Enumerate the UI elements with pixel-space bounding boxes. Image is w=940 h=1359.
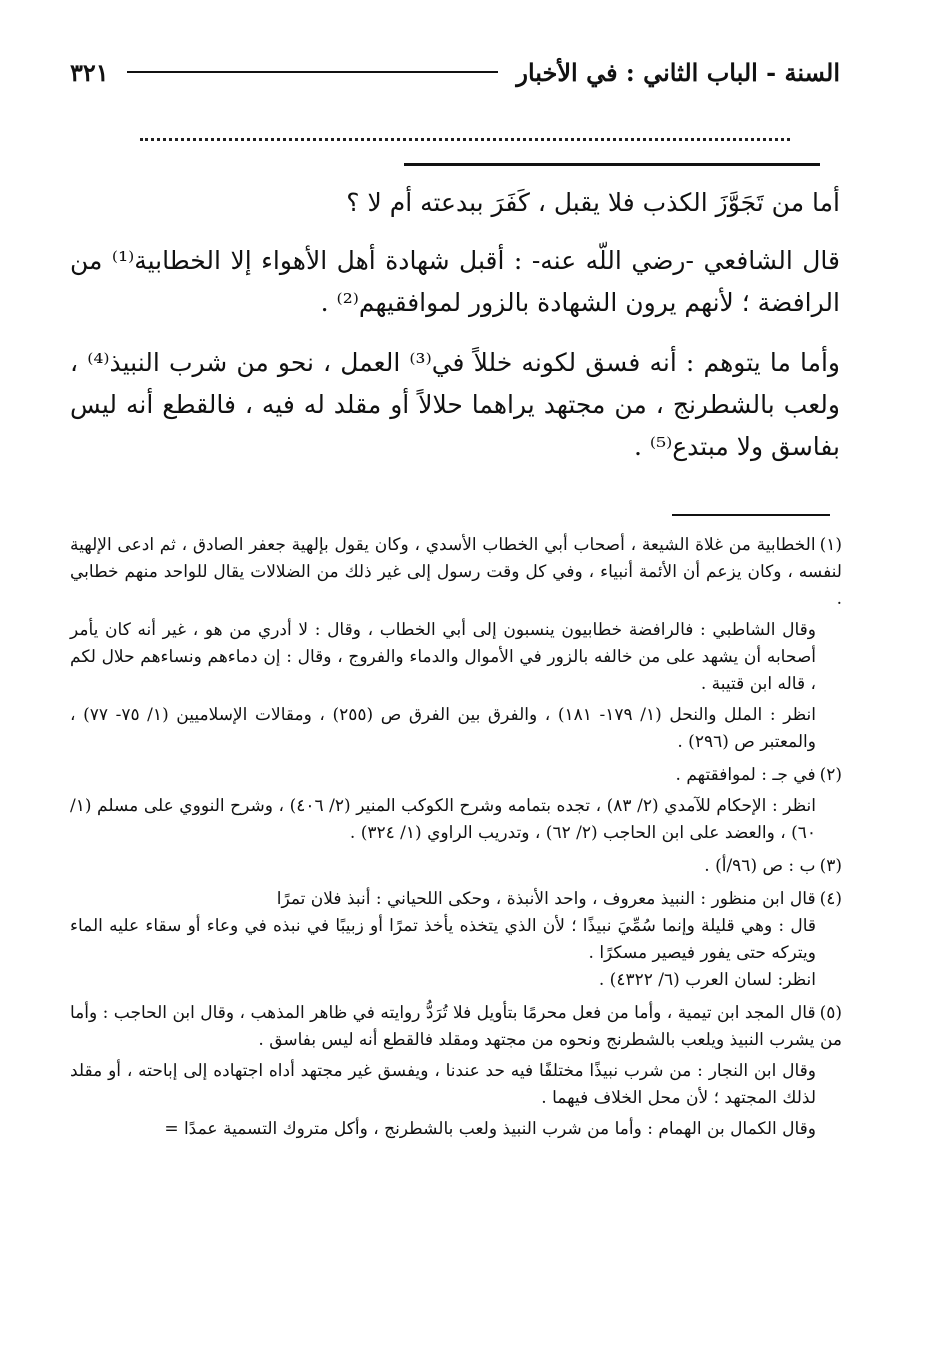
footnote-line: انظر: لسان العرب (٦/ ٤٣٢٢) . — [598, 970, 816, 990]
footnote-number: (٢) — [819, 765, 842, 785]
footnote-text: ب : ص (٩٦/أ) . — [704, 856, 816, 876]
footnote-line: قال : وهي قليلة وإنما سُمِّيَ نبيذًا ؛ لأن الذي يتخذه يأخذ تمرًا أو زبيبًا في نبذه في وعاء أو سقاء عليه الماء ويتركه حتى يفور فيصير مسكرًا . — [70, 916, 816, 963]
footnote-text: قال ابن منظور : النبيذ معروف ، واحد الأنبذة ، وحكى اللحياني : أنبذ فلان تمرًا — [276, 889, 816, 909]
footnote-4 — [70, 886, 842, 994]
footnote-number: (٣) — [819, 856, 842, 876]
footnote-line: وقال الشاطبي : فالرافضة خطابيون ينسبون إلى أبي الخطاب ، وقال : لا أدري من هو ، غير أنه كان يأمر أصحابه أن يشهد على من خالفه بالزور في الأموال والدماء والفروج ، وقال : إن دماءهم ونساءهم حلال لكم ، قاله ابن قتيبة . — [70, 620, 816, 694]
footnote-line: وقال الكمال بن الهمام : وأما من شرب النبيذ ولعب بالشطرنج ، وأكل متروك التسمية عمدًا = — [164, 1119, 816, 1139]
dotted-separator — [140, 138, 790, 141]
footnote-separator — [672, 514, 830, 516]
footnote-text: في جـ : لموافقتهم . — [675, 765, 816, 785]
running-title: السنة - الباب الثاني : في الأخبار — [516, 57, 840, 87]
footnote-line — [70, 532, 842, 613]
footnote-line — [70, 762, 842, 789]
footnote-line — [70, 1000, 842, 1054]
footnote-3 — [70, 853, 842, 880]
footnote-number: (٤) — [819, 889, 842, 909]
footnote-1 — [70, 532, 842, 756]
section-rule — [404, 163, 820, 166]
footnote-text: قال المجد ابن تيمية ، وأما من فعل محرمًا بتأويل فلا تُرَدُّ روايته في ظاهر المذهب ، وقال ابن الحاجب : وأما من يشرب النبيذ ويلعب بالشطرنج ونحوه من مجتهد ومقلد فالقطع أنه ليس بفاسق . — [70, 1003, 842, 1050]
footnote-line: انظر : الإحكام للآمدي (٢/ ٨٣) ، تجده بتمامه وشرح الكوكب المنير (٢/ ٤٠٦) ، وشرح النووي على مسلم (١/ ٦٠) ، والعضد على ابن الحاجب (٢/ ٦٢) ، وتدريب الراوي (١/ ٣٢٤) . — [70, 796, 816, 843]
main-text — [70, 182, 840, 480]
header-rule — [127, 71, 499, 73]
main-paragraph: قال الشافعي -رضي اللّه عنه- : أقبل شهادة أهل الأهواء إلا الخطابية⁽¹⁾ من الرافضة ؛ لأنهم يرون الشهادة بالزور لموافقيهم⁽²⁾ . — [70, 246, 840, 317]
footnote-line — [70, 886, 842, 913]
main-paragraph: وأما ما يتوهم : أنه فسق لكونه خللاً في⁽³⁾ العمل ، نحو من شرب النبيذ⁽⁴⁾ ، ولعب بالشطرنج ، من مجتهد يراهما حلالاً أو مقلد له فيه ، فالقطع أنه ليس بفاسق ولا مبتدع⁽⁵⁾ . — [70, 348, 840, 461]
page-number: ٣٢١ — [70, 57, 109, 87]
footnote-number: (١) — [819, 535, 842, 555]
footnotes — [70, 532, 842, 1149]
footnote-line: وقال ابن النجار : من شرب نبيذًا مختلفًا فيه حد عندنا ، ويفسق غير مجتهد أداه اجتهاده إلى إباحته ، أو مقلد لذلك المجتهد ؛ لأن محل الخلاف فيهما . — [70, 1061, 816, 1108]
footnote-5 — [70, 1000, 842, 1143]
footnote-line — [70, 853, 842, 880]
running-header — [70, 52, 840, 92]
footnote-line: انظر : الملل والنحل (١/ ١٧٩- ١٨١) ، والفرق بين الفرق ص (٢٥٥) ، ومقالات الإسلاميين (١/ ٧٥- ٧٧) ، والمعتبر ص (٢٩٦) . — [70, 705, 816, 752]
footnote-2 — [70, 762, 842, 847]
main-paragraph: أما من تَجَوَّزَ الكذب فلا يقبل ، كَفَرَ ببدعته أم لا ؟ — [346, 188, 840, 217]
footnote-number: (٥) — [819, 1003, 842, 1023]
footnote-text: الخطابية من غلاة الشيعة ، أصحاب أبي الخطاب الأسدي ، وكان يقول بإلهية جعفر الصادق ، ثم ادعى الإلهية لنفسه ، وكان يزعم أن الأئمة أنبياء ، وفي كل وقت رسول إلى غير ذلك من الضلالات يقال للواحد منهم خطابي . — [70, 535, 842, 609]
